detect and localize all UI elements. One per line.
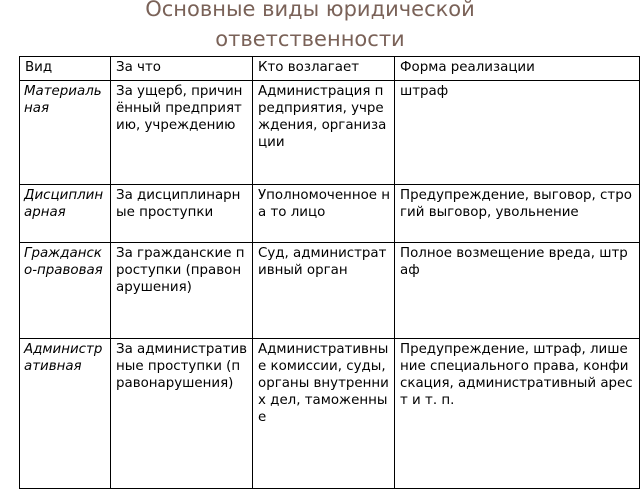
table-row [20,81,640,185]
table-row [20,185,640,243]
cell-who-imposes: Административные комиссии, суды, органы внутренних дел, таможенные [253,339,395,489]
header-form: Форма реализации [395,57,640,81]
cell-form: штраф [395,81,640,185]
cell-for-what: За гражданские проступки (правонарушения) [111,243,253,339]
cell-who-imposes: Суд, административный орган [253,243,395,339]
header-for-what: За что [111,57,253,81]
cell-form: Предупреждение, штраф, лишение специального права, конфискация, административный арест и т. п. [395,339,640,489]
header-who-imposes: Кто возлагает [253,57,395,81]
cell-for-what: За дисциплинарные проступки [111,185,253,243]
header-kind: Вид [20,57,111,81]
title-line-1: Основные виды юридической [145,0,475,21]
cell-for-what: За ущерб, причинённый предприятию, учреждению [111,81,253,185]
cell-for-what: За административные проступки (правонарушения) [111,339,253,489]
table-header-row [20,57,640,81]
liability-table [19,56,640,489]
cell-kind: Административная [20,339,111,489]
table-row [20,339,640,489]
cell-form: Полное возмещение вреда, штраф [395,243,640,339]
cell-kind: Материальная [20,81,111,185]
cell-who-imposes: Администрация предприятия, учреждения, организации [253,81,395,185]
title-line-2: ответственности [215,27,405,51]
page-title [0,0,620,54]
cell-who-imposes: Уполномоченное на то лицо [253,185,395,243]
cell-kind: Дисциплинарная [20,185,111,243]
table-row [20,243,640,339]
cell-kind: Гражданско-правовая [20,243,111,339]
cell-form: Предупреждение, выговор, строгий выговор, увольнение [395,185,640,243]
